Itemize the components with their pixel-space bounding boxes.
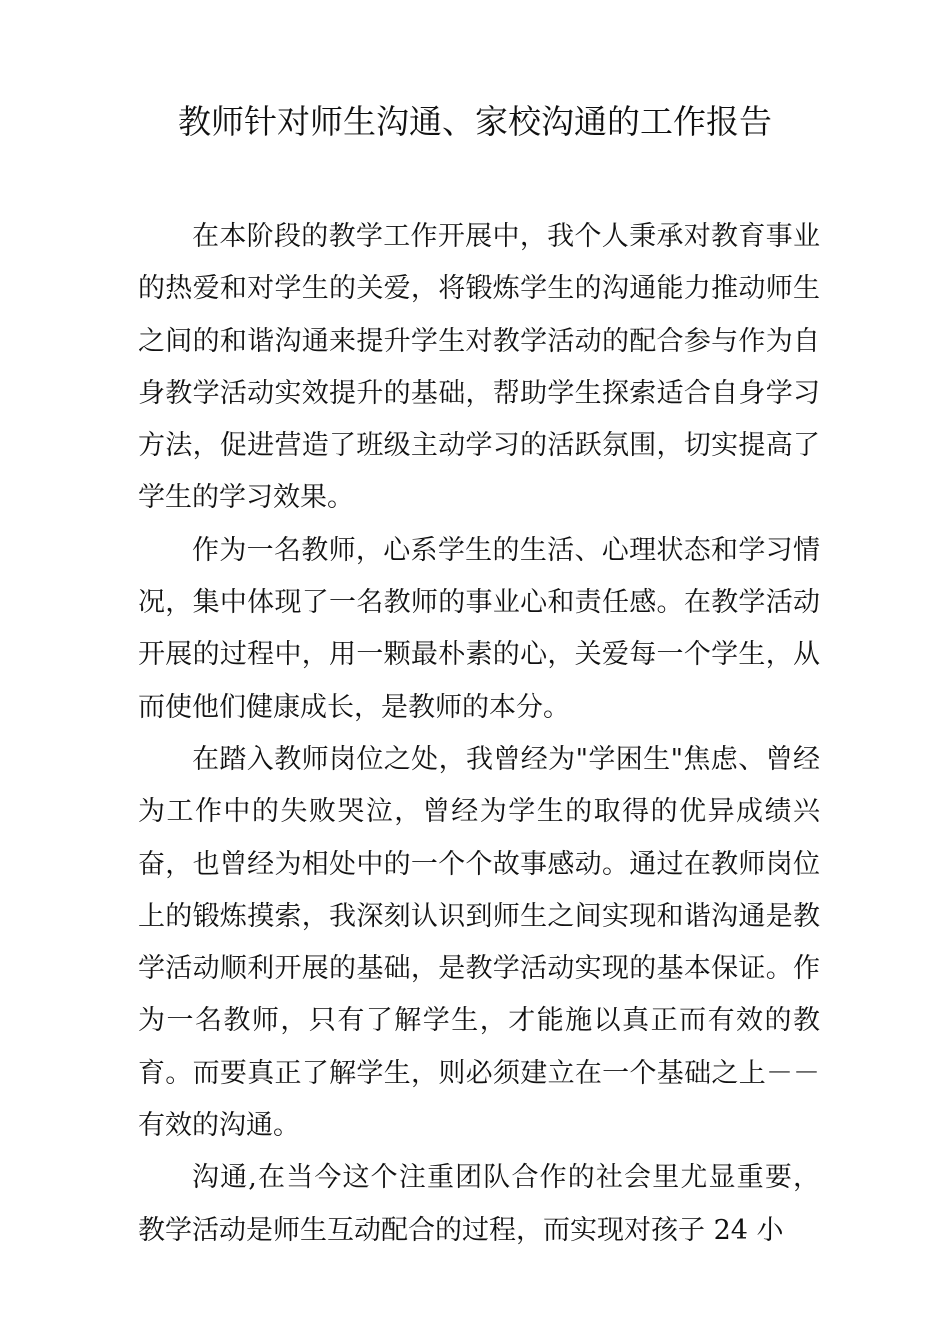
paragraph-2: 作为一名教师，心系学生的生活、心理状态和学习情况，集中体现了一名教师的事业心和责任感。在教学活动开展的过程中，用一颗最朴素的心，关爱每一个学生，从而使他们健康成长，是教师的本分。 bbox=[138, 534, 820, 723]
document-body bbox=[138, 211, 820, 1257]
document-title: 教师针对师生沟通、家校沟通的工作报告 bbox=[178, 102, 772, 141]
paragraph-1: 在本阶段的教学工作开展中，我个人秉承对教育事业的热爱和对学生的关爱，将锻炼学生的沟通能力推动师生之间的和谐沟通来提升学生对教学活动的配合参与作为自身教学活动实效提升的基础，帮助学生探索适合自身学习方法，促进营造了班级主动学习的活跃氛围，切实提高了学生的学习效果。 bbox=[138, 221, 820, 514]
paragraph-4: 沟通,在当今这个注重团队合作的社会里尤显重要，教学活动是师生互动配合的过程，而实现对孩子 24 小 bbox=[138, 1162, 820, 1246]
paragraph-3: 在踏入教师岗位之处，我曾经为"学困生"焦虑、曾经为工作中的失败哭泣，曾经为学生的取得的优异成绩兴奋，也曾经为相处中的一个个故事感动。通过在教师岗位上的锻炼摸索，我深刻认识到师生之间实现和谐沟通是教学活动顺利开展的基础，是教学活动实现的基本保证。作为一名教师，只有了解学生，才能施以真正而有效的教育。而要真正了解学生，则必须建立在一个基础之上－－有效的沟通。 bbox=[138, 743, 820, 1142]
